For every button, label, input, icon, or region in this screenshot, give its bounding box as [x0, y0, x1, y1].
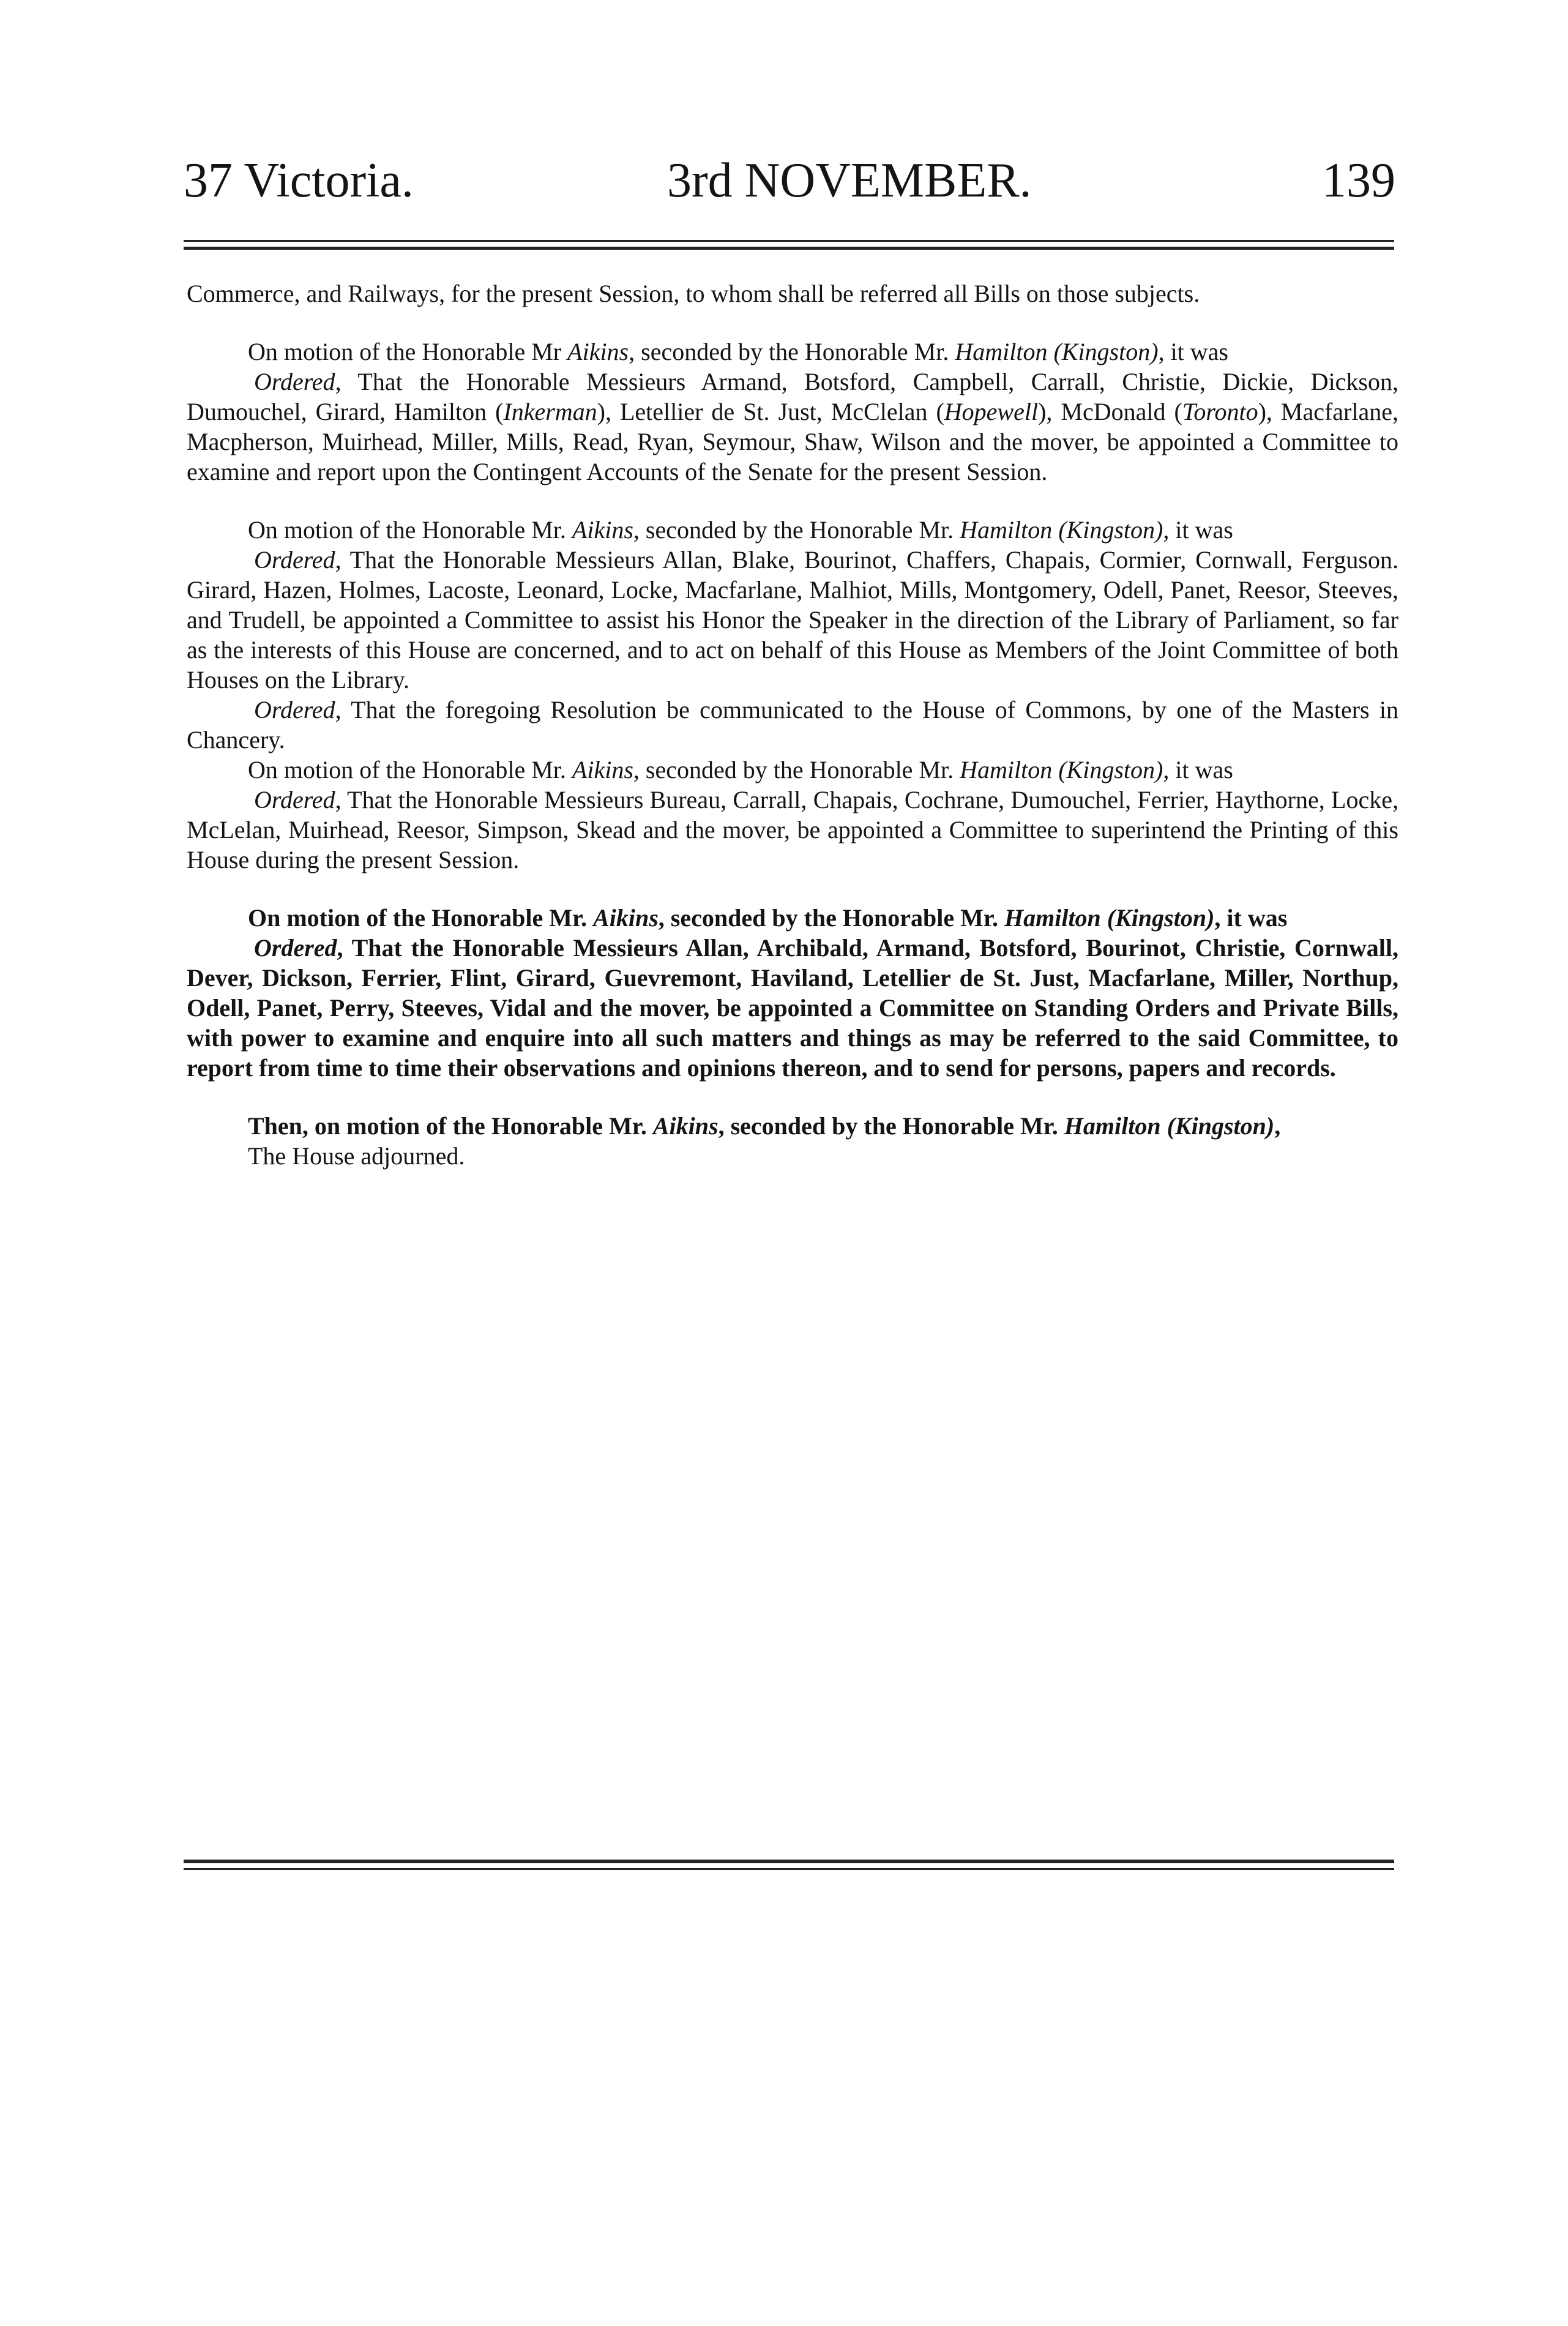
house-adjourned [187, 1141, 1398, 1171]
italic-text: Hamilton (Kingston) [960, 756, 1163, 783]
paragraph-commerce-continuation [187, 279, 1398, 309]
text-run: , seconded by the Honorable Mr. [718, 1112, 1064, 1140]
footer-rule [184, 1860, 1394, 1873]
motion-paragraph [187, 903, 1398, 933]
ordered-communicate-commons [187, 695, 1398, 755]
text-run: , it was [1214, 904, 1288, 932]
italic-text: Ordered [254, 546, 335, 574]
text-run: , seconded by the Honorable Mr. [633, 756, 960, 783]
italic-text: Aikins [572, 516, 633, 544]
text-run: On motion of the Honorable Mr. [248, 904, 594, 932]
italic-text: Hamilton (Kingston) [955, 338, 1159, 365]
text-run: Commerce, and Railways, for the present Session, to whom shall be referred all Bills on those subjects. [187, 280, 1200, 307]
page-header [184, 153, 1395, 214]
italic-text: Ordered [254, 786, 335, 813]
text-run: On motion of the Honorable Mr. [248, 756, 572, 783]
text-run: , it was [1163, 516, 1233, 544]
adjournment-motion [187, 1111, 1398, 1141]
italic-text: Hopewell [944, 398, 1039, 425]
italic-text: Ordered [254, 368, 335, 395]
date-label: 3rd NOVEMBER. [667, 154, 1032, 208]
text-run: , seconded by the Honorable Mr. [658, 904, 1004, 932]
text-run: , [1274, 1112, 1281, 1140]
text-run: ), McDonald ( [1038, 398, 1182, 425]
italic-text: Toronto [1182, 398, 1258, 425]
text-run: Then, on motion of the Honorable Mr. [248, 1112, 653, 1140]
italic-text: Hamilton (Kingston) [1064, 1112, 1275, 1140]
italic-text: Inkerman [503, 398, 597, 425]
italic-text: Aikins [567, 338, 629, 365]
italic-text: Ordered [254, 934, 337, 962]
text-run: , it was [1158, 338, 1228, 365]
ordered-library-committee [187, 545, 1398, 695]
text-run: On motion of the Honorable Mr. [248, 516, 572, 544]
italic-text: Ordered [254, 696, 335, 724]
text-run: , That the Honorable Messieurs Armand, Botsford, Campbell, Carrall, Christie, Dickie, Dickson, Dumouchel, Girard, Hamilton ( [187, 368, 1398, 425]
text-run: The House adjourned. [248, 1142, 465, 1170]
italic-text: Hamilton (Kingston) [960, 516, 1163, 544]
text-run: , That the Honorable Messieurs Bureau, Carrall, Chapais, Cochrane, Dumouchel, Ferrier, Haythorne, Locke, McLelan, Muirhead, Reesor, Simpson, Skead and the mover, be appointed a Committee to superintend the Printing of this House during the present Session. [187, 786, 1398, 873]
text-run: On motion of the Honorable Mr [248, 338, 568, 365]
text-run: , seconded by the Honorable Mr. [629, 338, 955, 365]
italic-text: Aikins [572, 756, 633, 783]
italic-text: Aikins [593, 904, 659, 932]
text-run: ), Letellier de St. Just, McClelan ( [597, 398, 944, 425]
text-run: , That the Honorable Messieurs Allan, Archibald, Armand, Botsford, Bourinot, Christie, Cornwall, Dever, Dickson, Ferrier, Flint, Girard, Guevremont, Haviland, Letellier de St. Just, Macfarlane, Miller, Northup, Odell, Panet, Perry, Steeves, Vidal and the mover, be appointed a Committee on Standing Orders and Private Bills, with power to examine and enquire into all such matters and things as may be referred to the said Committee, to report from time to time their observations and opinions thereon, and to send for persons, papers and records. [187, 934, 1398, 1082]
text-run: , That the foregoing Resolution be communicated to the House of Commons, by one of the Masters in Chancery. [187, 696, 1398, 754]
text-run: ), Macfarlane, Macpherson, Muirhead, Miller, Mills, Read, Ryan, Seymour, Shaw, Wilson and the mover, be appointed a Committee to examine and report upon the Contingent Accounts of the Senate for the present Session. [187, 398, 1398, 485]
journal-body [187, 279, 1398, 1171]
text-run: , seconded by the Honorable Mr. [633, 516, 960, 544]
motion-paragraph [187, 515, 1398, 545]
ordered-standing-orders [187, 933, 1398, 1083]
italic-text: Hamilton (Kingston) [1004, 904, 1215, 932]
volume-label: 37 Victoria. [184, 154, 414, 208]
motion-paragraph [187, 755, 1398, 785]
italic-text: Aikins [652, 1112, 719, 1140]
text-run: , That the Honorable Messieurs Allan, Blake, Bourinot, Chaffers, Chapais, Cormier, Cornwall, Ferguson. Girard, Hazen, Holmes, Lacoste, Leonard, Locke, Macfarlane, Malhiot, Mills, Montgomery, Odell, Panet, Reesor, Steeves, and Trudell, be appointed a Committee to assist his Honor the Speaker in the direction of the Library of Parliament, so far as the interests of this House are concerned, and to act on behalf of this House as Members of the Joint Committee of both Houses on the Library. [187, 546, 1398, 694]
page-number: 139 [1322, 154, 1395, 208]
text-run: , it was [1163, 756, 1233, 783]
ordered-contingent-accounts [187, 367, 1398, 487]
motion-paragraph [187, 337, 1398, 367]
ordered-printing-committee [187, 785, 1398, 875]
header-rule [184, 240, 1394, 251]
